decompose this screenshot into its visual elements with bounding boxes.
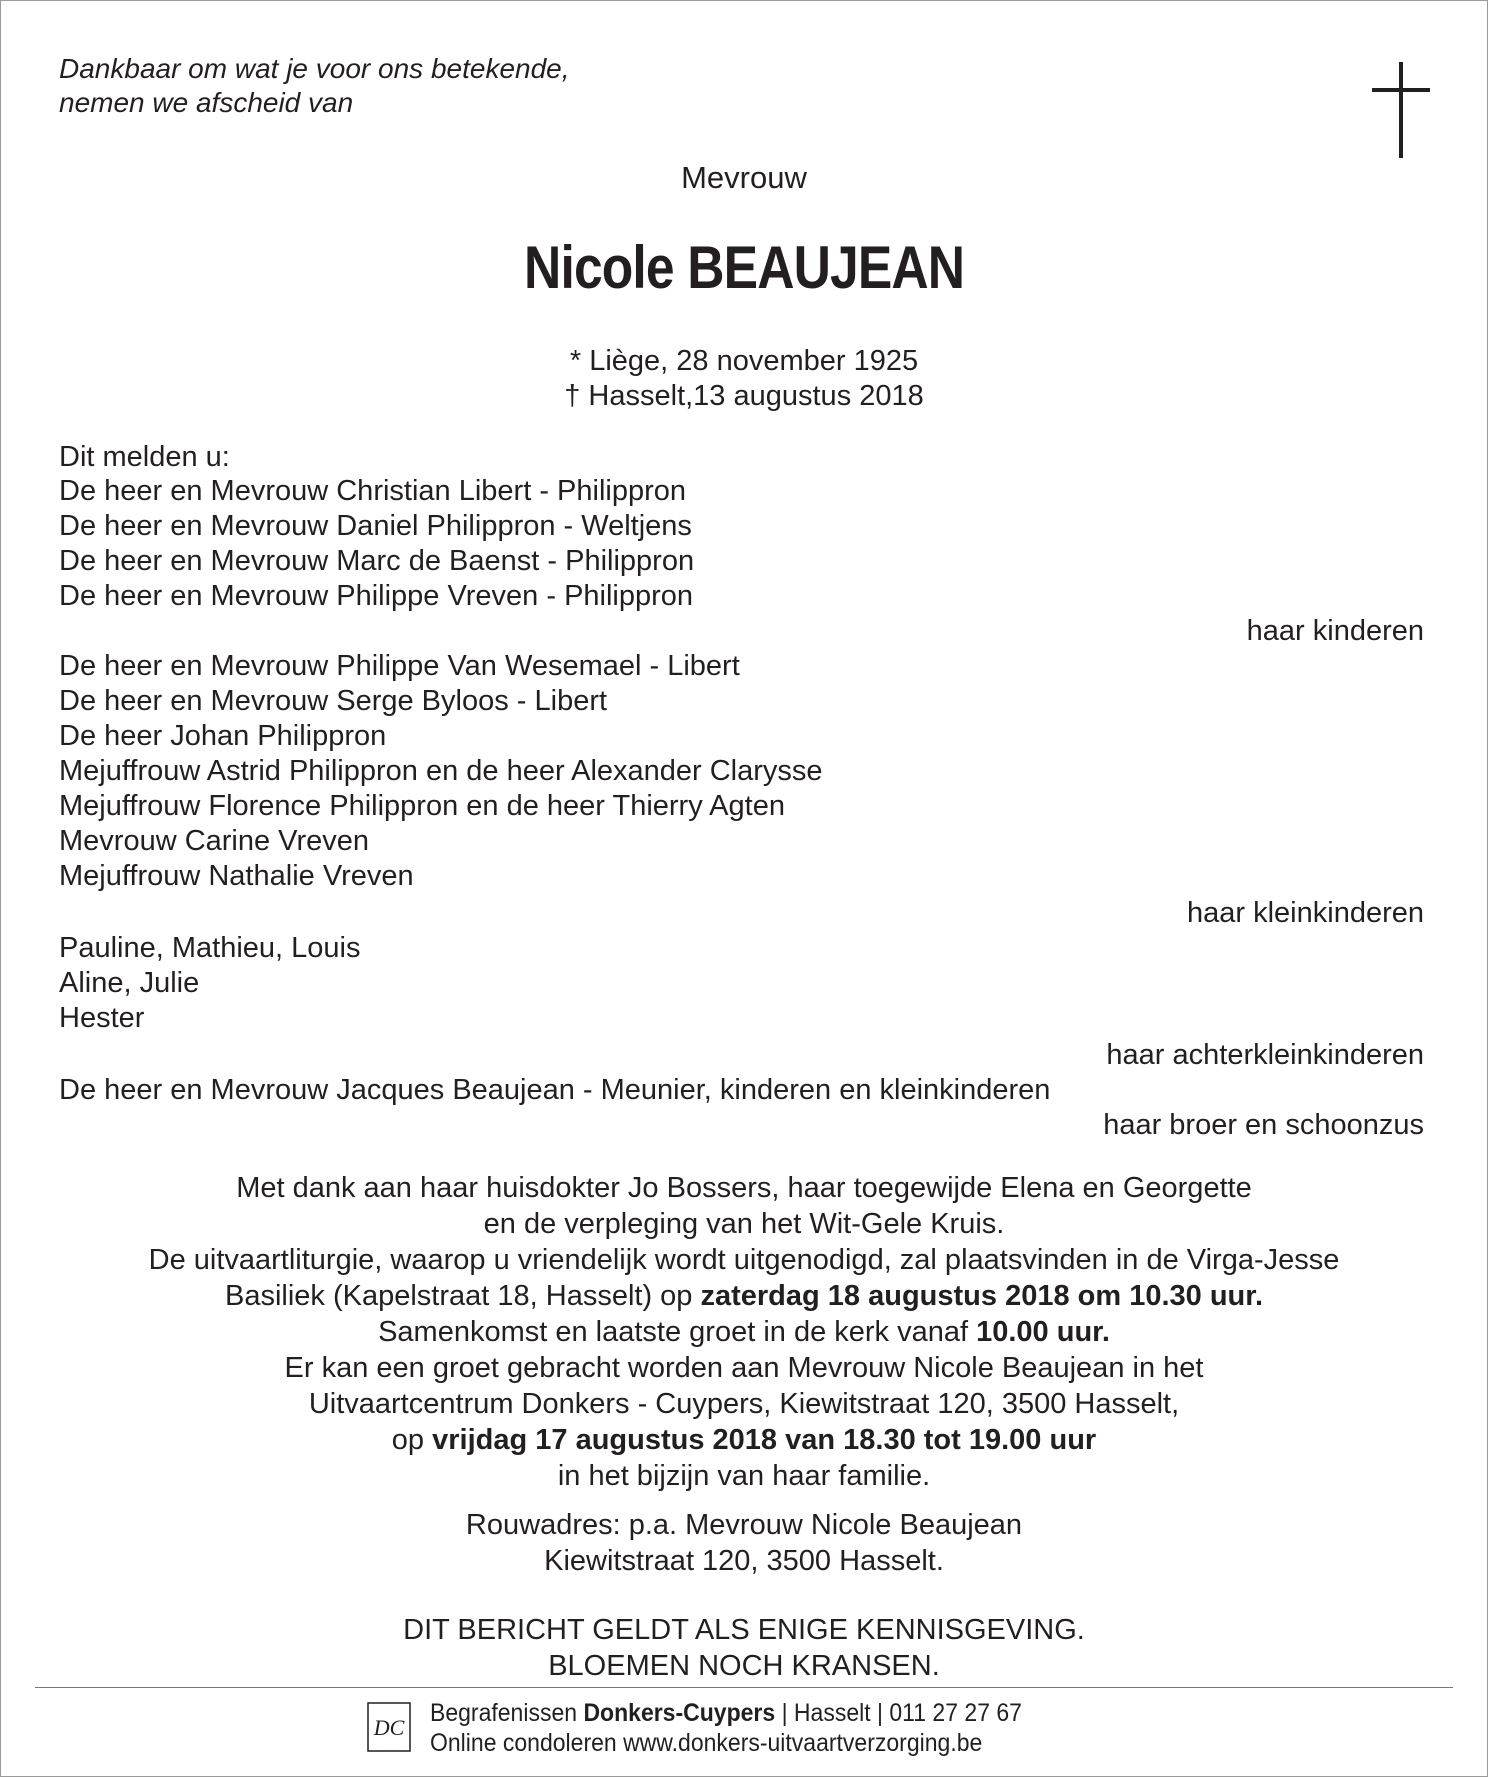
notice-block	[0, 1612, 1488, 1684]
footer	[430, 1698, 1022, 1758]
deceased-dates	[0, 344, 1488, 414]
family-line: De heer en Mevrouw Philippe Van Wesemael - Libert	[59, 650, 740, 682]
footer-company-line	[430, 1698, 1022, 1728]
message-text: Basiliek (Kapelstraat 18, Hasselt) op	[224, 1280, 701, 1312]
family-line: Mejuffrouw Nathalie Vreven	[59, 860, 414, 892]
footer-divider	[35, 1687, 1453, 1688]
family-line: De heer en Mevrouw Marc de Baenst - Philippron	[59, 545, 695, 577]
message-text: op	[391, 1424, 433, 1456]
family-line: Mevrouw Carine Vreven	[59, 825, 369, 857]
gather-time: 10.00 uur.	[976, 1316, 1110, 1348]
message-line	[0, 1314, 1488, 1350]
family-line: De heer en Mevrouw Philippe Vreven - Philippron	[59, 580, 694, 612]
family-line: Mejuffrouw Florence Philippron en de heer Thierry Agten	[59, 790, 785, 822]
family-line: Mejuffrouw Astrid Philippron en de heer Alexander Clarysse	[59, 755, 823, 787]
relation-label: haar achterkleinkinderen	[1106, 1039, 1424, 1071]
footer-online-line: Online condoleren www.donkers-uitvaartverzorging.be	[430, 1729, 983, 1757]
relation-label: haar kleinkinderen	[1187, 897, 1424, 929]
footer-text: Begrafenissen	[430, 1699, 584, 1727]
deceased-name: Nicole BEAUJEAN	[524, 234, 965, 301]
company-name: Donkers-Cuypers	[583, 1699, 776, 1727]
family-line: De heer en Mevrouw Serge Byloos - Libert	[59, 685, 608, 717]
announce-line: Dit melden u:	[59, 441, 230, 473]
family-line: Aline, Julie	[59, 967, 200, 999]
message-line: Met dank aan haar huisdokter Jo Bossers, haar toegewijde Elena en Georgette	[236, 1172, 1252, 1204]
visit-datetime: vrijdag 17 augustus 2018 van 18.30 tot 19.00 uur	[432, 1424, 1097, 1456]
intro-line-2: nemen we afscheid van	[59, 87, 354, 118]
relation-label: haar kinderen	[1246, 615, 1424, 647]
address-block	[0, 1507, 1488, 1579]
address-line-1: Rouwadres: p.a. Mevrouw Nicole Beaujean	[465, 1509, 1023, 1541]
message-text: Samenkomst en laatste groet in de kerk vanaf	[378, 1316, 977, 1348]
service-datetime: zaterdag 18 augustus 2018 om 10.30 uur.	[700, 1280, 1263, 1312]
death-line: † Hasselt,13 augustus 2018	[564, 380, 924, 412]
family-line: De heer en Mevrouw Daniel Philippron - Weltjens	[59, 510, 692, 542]
deceased-title: Mevrouw	[681, 160, 807, 195]
logo-monogram: DC	[373, 1715, 405, 1740]
family-line: Hester	[59, 1002, 145, 1034]
message-line	[0, 1278, 1488, 1314]
message-line: in het bijzijn van haar familie.	[557, 1460, 931, 1492]
family-line: De heer en Mevrouw Jacques Beaujean - Meunier, kinderen en kleinkinderen	[59, 1074, 1051, 1106]
message-line	[0, 1422, 1488, 1458]
birth-line: * Liège, 28 november 1925	[569, 345, 919, 377]
company-logo-icon	[367, 1702, 411, 1752]
family-line: Pauline, Mathieu, Louis	[59, 932, 361, 964]
family-line: De heer Johan Philippron	[59, 720, 387, 752]
notice-line-1: DIT BERICHT GELDT ALS ENIGE KENNISGEVING.	[403, 1614, 1085, 1646]
message-line: Uitvaartcentrum Donkers - Cuypers, Kiewitstraat 120, 3500 Hasselt,	[308, 1388, 1180, 1420]
address-line-2: Kiewitstraat 120, 3500 Hasselt.	[544, 1545, 944, 1577]
intro-text	[59, 52, 570, 120]
message-block	[0, 1170, 1488, 1494]
notice-line-2: BLOEMEN NOCH KRANSEN.	[548, 1650, 940, 1682]
footer-contact: | Hasselt | 011 27 27 67	[775, 1699, 1022, 1727]
message-line: De uitvaartliturgie, waarop u vriendelijk wordt uitgenodigd, zal plaatsvinden in de Virga-Jesse	[148, 1244, 1340, 1276]
relation-label: haar broer en schoonzus	[1103, 1109, 1424, 1141]
family-line: De heer en Mevrouw Christian Libert - Philippron	[59, 475, 687, 507]
intro-line-1: Dankbaar om wat je voor ons betekende,	[59, 53, 570, 84]
message-line: en de verpleging van het Wit-Gele Kruis.	[483, 1208, 1005, 1240]
cross-icon	[1372, 62, 1430, 158]
message-line: Er kan een groet gebracht worden aan Mevrouw Nicole Beaujean in het	[284, 1352, 1204, 1384]
